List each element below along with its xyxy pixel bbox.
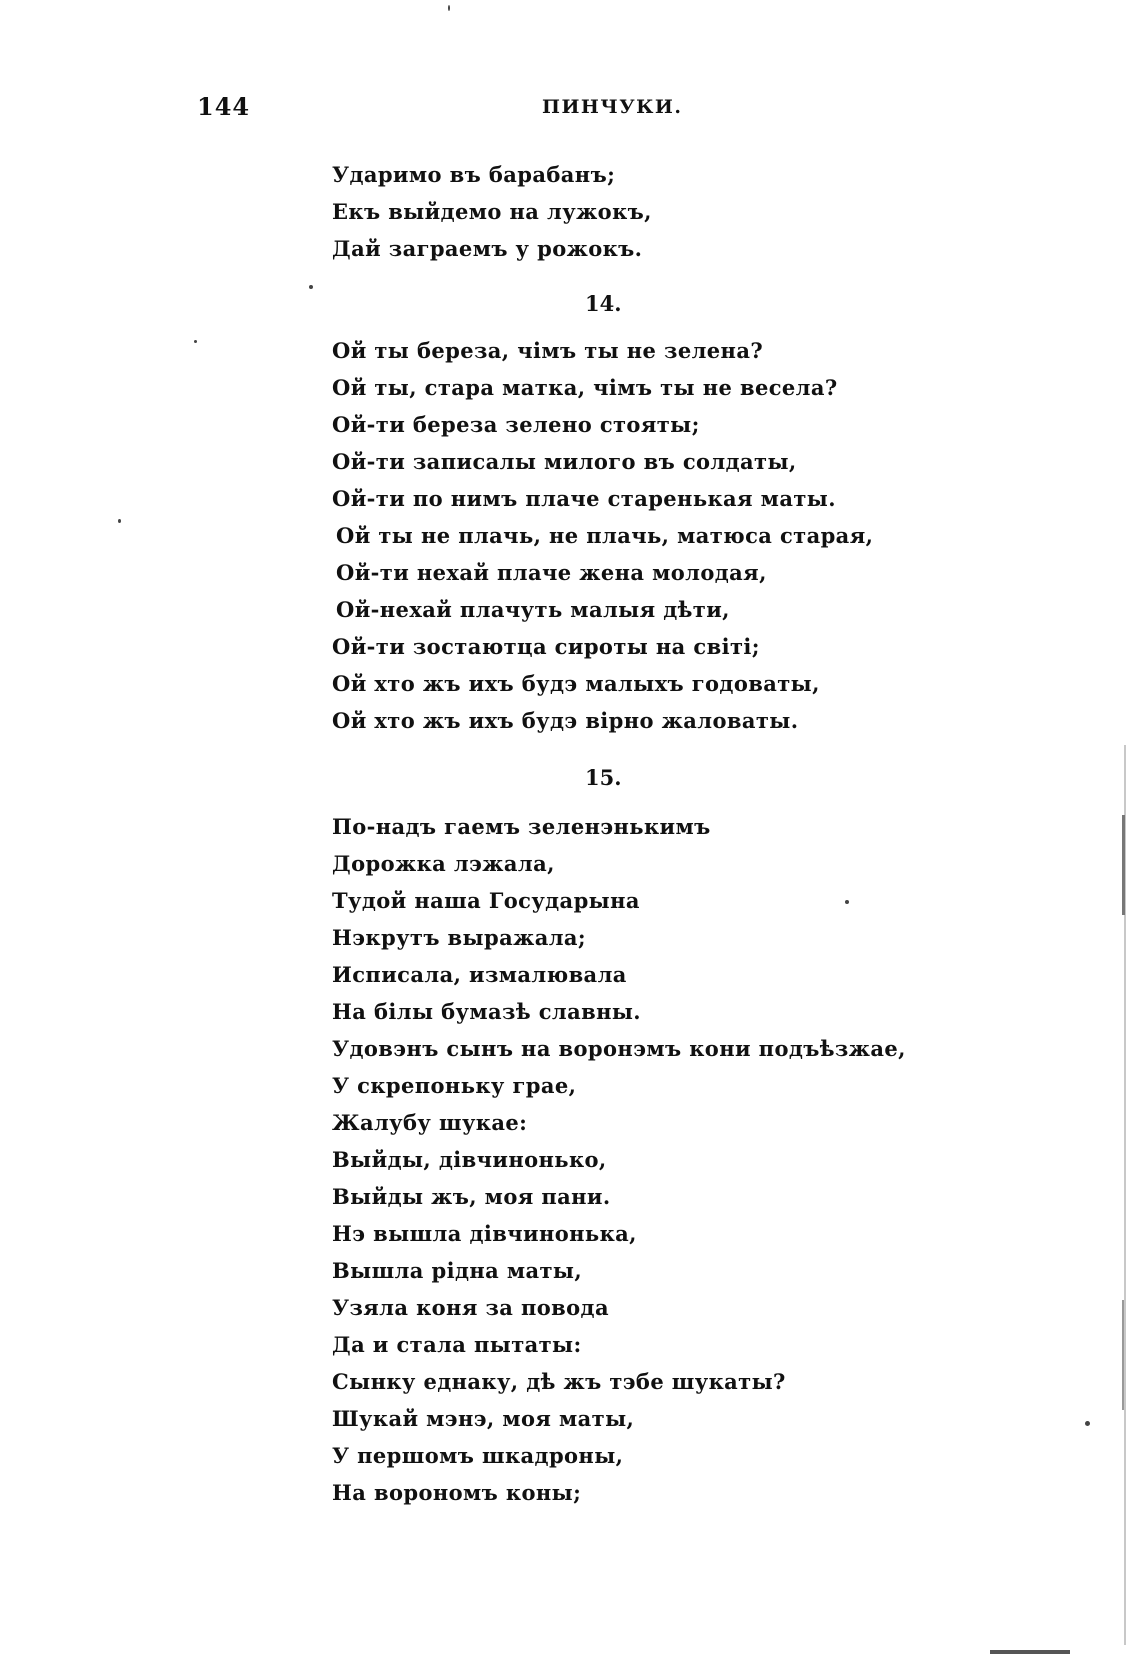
song-number-14: 14.: [585, 291, 622, 316]
song-14-verses: [332, 332, 1032, 739]
song-number-15: 15.: [585, 765, 622, 790]
verse-line: Выйды жъ, моя пани.: [332, 1184, 611, 1209]
verse-line: Ой хто жъ ихъ будэ вірно жаловаты.: [332, 708, 799, 733]
verse-line: Дорожка лэжала,: [332, 851, 555, 876]
scan-speck: [309, 285, 313, 289]
verse-line: Шукай мэнэ, моя маты,: [332, 1406, 635, 1431]
verse-line: Нэкрутъ выражала;: [332, 925, 587, 950]
verse-line: Ой-ти по нимъ плаче старенькая маты.: [332, 486, 836, 511]
verse-line: Нэ вышла дівчинонька,: [332, 1221, 637, 1246]
verse-line: У скрепоньку грае,: [332, 1073, 577, 1098]
verse-line: Выйды, дівчинонько,: [332, 1147, 607, 1172]
verse-line: Ой-ти береза зелено стояты;: [332, 412, 700, 437]
verse-line: Ой-ти нехай плаче жена молодая,: [336, 560, 767, 585]
verse-line: Узяла коня за повода: [332, 1295, 609, 1320]
verse-line: Ой-нехай плачуть малыя дѣти,: [336, 597, 730, 622]
verse-line: Ой ты береза, чімъ ты не зелена?: [332, 338, 764, 363]
scan-edge-mark: [1122, 815, 1125, 915]
running-title: ПИНЧУКИ.: [542, 96, 683, 118]
page-header: [197, 92, 977, 132]
verse-line: На білы бумазѣ славны.: [332, 999, 642, 1024]
verse-line: Ой хто жъ ихъ будэ малыхъ годоваты,: [332, 671, 820, 696]
verse-line: Дай заграемъ у рожокъ.: [332, 236, 643, 261]
scan-smudge: [990, 1650, 1070, 1654]
verse-line: Исписала, измалювала: [332, 962, 627, 987]
verse-line: Екъ выйдемо на лужокъ,: [332, 199, 652, 224]
page-number: 144: [197, 92, 251, 121]
verse-line: По-надъ гаемъ зеленэнькимъ: [332, 814, 711, 839]
verse-line: У першомъ шкадроны,: [332, 1443, 624, 1468]
song-15-verses: [332, 808, 1032, 1511]
verse-line: Тудой наша Государына: [332, 888, 640, 913]
verse-line: Сынку еднаку, дѣ жъ тэбе шукаты?: [332, 1369, 786, 1394]
verse-line: Да и стала пытаты:: [332, 1332, 582, 1357]
scan-speck: [448, 5, 450, 11]
verse-line: Ой-ти записалы милого въ солдаты,: [332, 449, 797, 474]
scan-speck: [118, 519, 121, 523]
verse-line: Ударимо въ барабанъ;: [332, 162, 616, 187]
scan-speck: [194, 340, 197, 343]
stanza-continued: [332, 156, 1032, 267]
verse-line: Ой ты не плачь, не плачь, матюса старая,: [336, 523, 874, 548]
poem-content: [332, 156, 1032, 1511]
scan-speck: [845, 900, 849, 904]
verse-line: Удовэнъ сынъ на воронэмъ кони подъѣзжае,: [332, 1036, 906, 1061]
verse-line: Ой ты, стара матка, чімъ ты не весела?: [332, 375, 838, 400]
scan-edge-mark: [1122, 1300, 1124, 1410]
verse-line: Ой-ти зостаютца сироты на світі;: [332, 634, 760, 659]
verse-line: Жалубу шукае:: [332, 1110, 528, 1135]
verse-line: На ворономъ коны;: [332, 1480, 582, 1505]
scan-speck: [1085, 1421, 1090, 1426]
verse-line: Вышла рідна маты,: [332, 1258, 583, 1283]
